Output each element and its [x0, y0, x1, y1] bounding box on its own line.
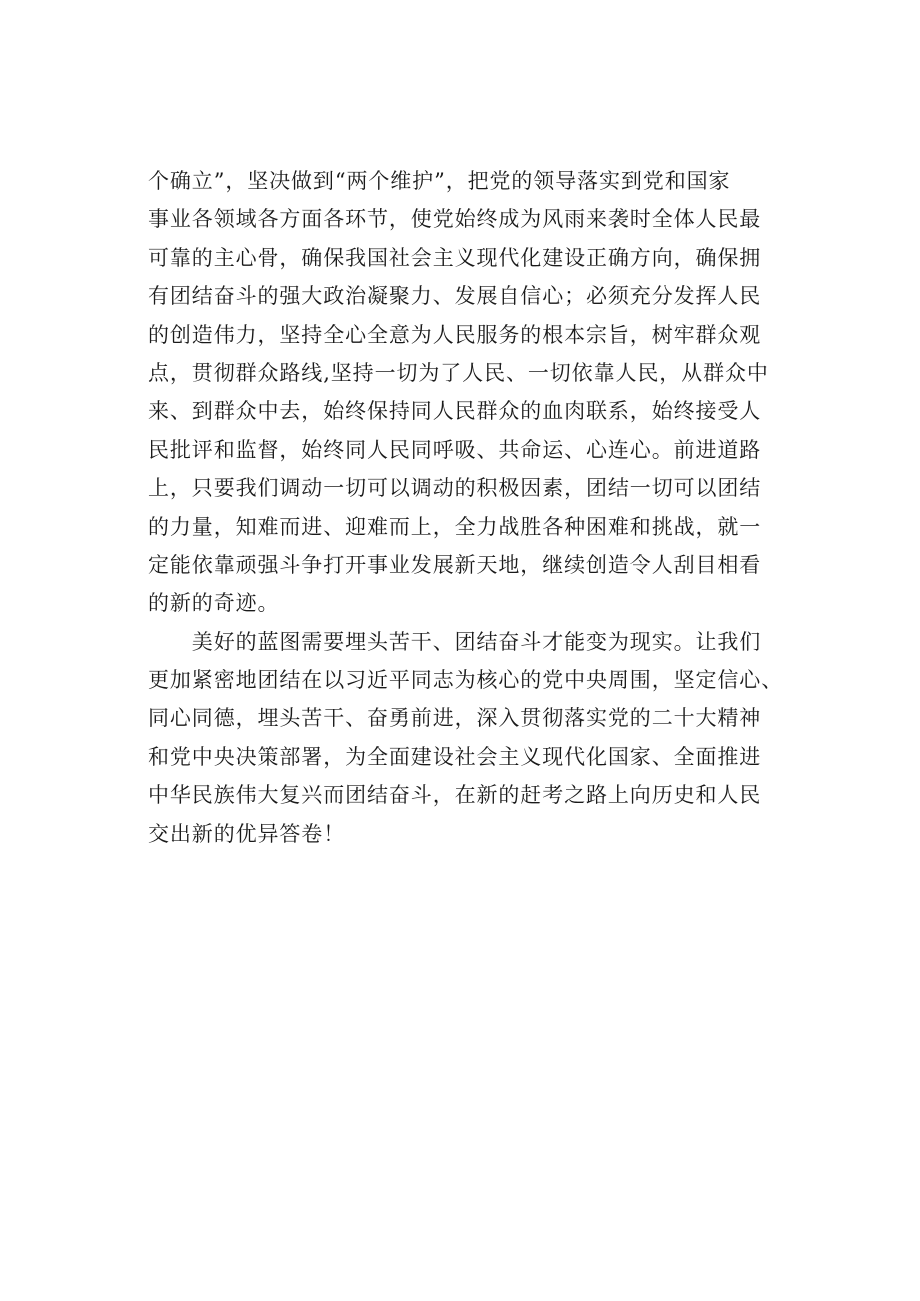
text-line: 交出新的优异答卷！	[148, 821, 346, 846]
text-line: 的创造伟力，坚持全心全意为人民服务的根本宗旨，树牢群众观	[148, 322, 762, 347]
text-line: 民批评和监督，始终同人民同呼吸、共命运、心连心。前进道路	[148, 437, 762, 462]
text-line: 来、到群众中去，始终保持同人民群众的血肉联系，始终接受人	[148, 399, 762, 424]
text-line: 上，只要我们调动一切可以调动的积极因素，团结一切可以团结	[148, 476, 762, 501]
text-line: 同心同德，埋头苦干、奋勇前进，深入贯彻落实党的二十大精神	[148, 706, 762, 731]
text-line: 和党中央决策部署，为全面建设社会主义现代化国家、全面推进	[148, 744, 762, 769]
text-line: 更加紧密地团结在以习近平同志为核心的党中央周围，坚定信心、	[148, 668, 784, 693]
body-text	[148, 162, 808, 853]
text-line: 中华民族伟大复兴而团结奋斗，在新的赶考之路上向历史和人民	[148, 783, 762, 808]
text-line: 可靠的主心骨，确保我国社会主义现代化建设正确方向，确保拥	[148, 245, 762, 270]
text-line: 点，贯彻群众路线,坚持一切为了人民、一切依靠人民，从群众中	[148, 360, 769, 385]
text-line: 个确立”，坚决做到“两个维护”，把党的领导落实到党和国家	[148, 169, 731, 193]
text-line: 的力量，知难而进、迎难而上，全力战胜各种困难和挑战，就一	[148, 514, 762, 539]
paragraph-1	[148, 162, 808, 623]
text-line: 美好的蓝图需要埋头苦干、团结奋斗才能变为现实。让我们	[148, 629, 762, 654]
text-line: 定能依靠顽强斗争打开事业发展新天地，继续创造令人刮目相看	[148, 552, 762, 577]
text-line: 事业各领域各方面各环节，使党始终成为风雨来袭时全体人民最	[148, 207, 762, 232]
text-line: 有团结奋斗的强大政治凝聚力、发展自信心；必须充分发挥人民	[148, 284, 762, 309]
text-line: 的新的奇迹。	[148, 591, 280, 616]
paragraph-2	[148, 623, 808, 853]
